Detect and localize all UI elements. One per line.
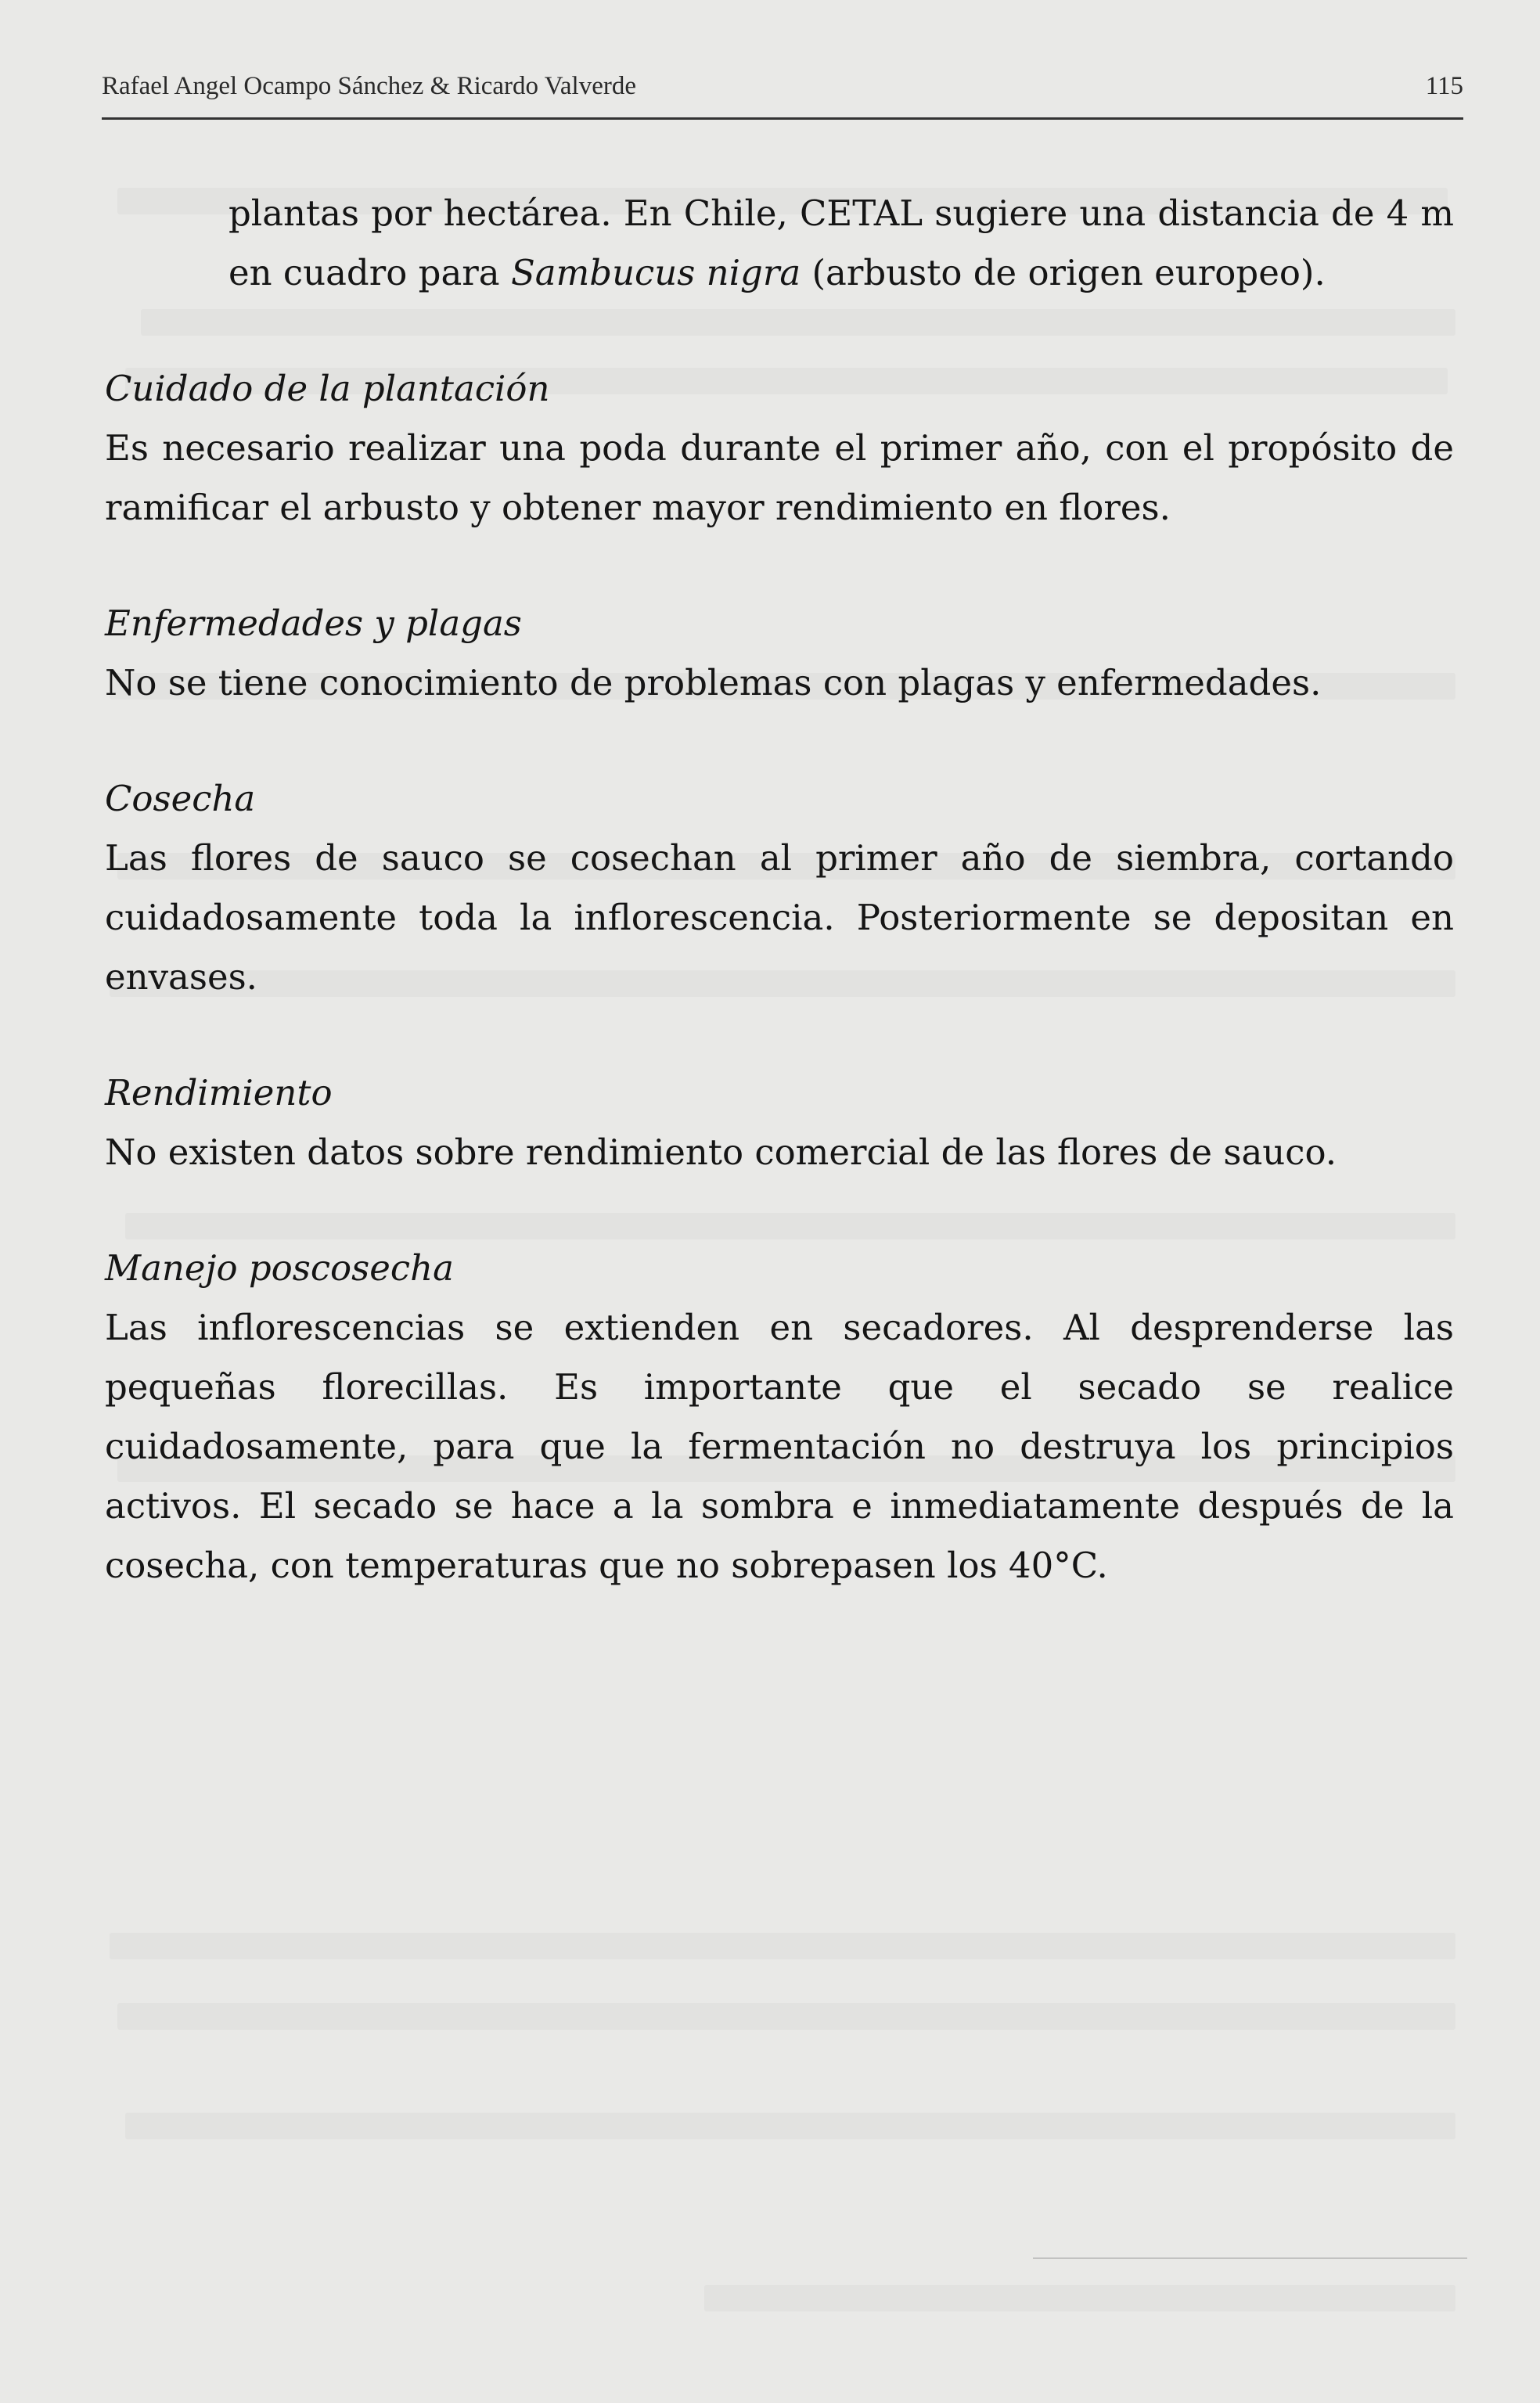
section-body: Las flores de sauco se cosechan al primer año de siembra, cortando cuidadosamente toda la inflorescencia. Posteriormente se depositan en envases. — [105, 837, 1454, 998]
species-name: Sambucus nigra — [510, 252, 801, 293]
footnote-rule-bleed — [1033, 2257, 1467, 2259]
section-cosecha — [105, 769, 1454, 1007]
header-rule — [102, 117, 1463, 120]
intro-paragraph — [105, 184, 1454, 303]
intro-text-1: plantas por hectárea. En Chile, CETAL sugiere una distancia de 4 m en cuadro para — [228, 192, 1454, 293]
header-authors: Rafael Angel Ocampo Sánchez & Ricardo Valverde — [102, 72, 636, 100]
section-body: Es necesario realizar una poda durante el primer año, con el propósito de ramificar el arbusto y obtener mayor rendimiento en flores. — [105, 427, 1454, 528]
section-heading: Manejo poscosecha — [105, 1247, 454, 1289]
section-manejo — [105, 1239, 1454, 1595]
intro-text-2: (arbusto de origen europeo). — [801, 252, 1326, 293]
section-body: Las inflorescencias se extienden en secadores. Al desprenderse las pequeñas florecillas. Es importante que el secado se realice cuidadosamente, para que la fermentación no destruya los principios activos. El secado se hace a la sombra e inmediatamente después de la cosecha, con temperaturas que no sobrepasen los 40°C. — [105, 1307, 1454, 1586]
section-rendimiento — [105, 1063, 1454, 1182]
running-header — [102, 72, 1463, 119]
section-heading: Cosecha — [105, 778, 256, 819]
section-body: No se tiene conocimiento de problemas con plagas y enfermedades. — [105, 662, 1322, 703]
page-body — [105, 184, 1454, 1652]
section-heading: Rendimiento — [105, 1072, 333, 1113]
page-number: 115 — [1425, 72, 1463, 100]
section-body: No existen datos sobre rendimiento comercial de las flores de sauco. — [105, 1131, 1337, 1173]
section-heading: Enfermedades y plagas — [105, 603, 522, 644]
section-cuidado — [105, 359, 1454, 538]
section-heading: Cuidado de la plantación — [105, 368, 550, 409]
section-enfermedades — [105, 594, 1454, 713]
